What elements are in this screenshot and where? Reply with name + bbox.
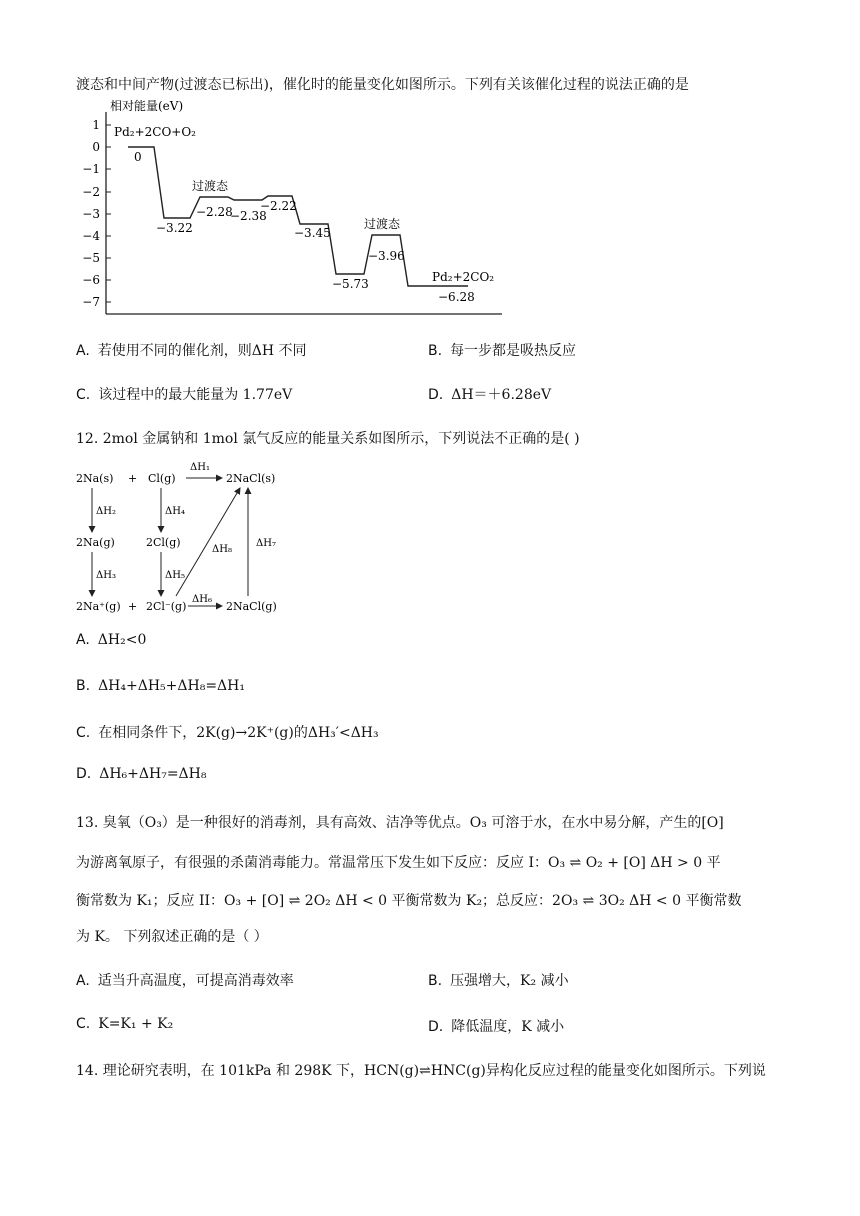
value-label: −2.38 [230, 209, 267, 223]
value-label: −6.28 [438, 290, 475, 304]
q14-stem: 14. 理论研究表明，在 101kPa 和 298K 下，HCN(g)⇌HNC(g)异构化反应过程的能量变化如图所示。下列说 [76, 1063, 766, 1079]
q12-option-b[interactable]: B. ΔH₄+ΔH₅+ΔH₈=ΔH₁ [76, 678, 245, 694]
dh4-label: ΔH₄ [165, 506, 185, 517]
start-state-label: Pd₂+2CO+O₂ [114, 125, 196, 139]
q13-line-1: 13. 臭氧（O₃）是一种很好的消毒剂，具有高效、洁净等优点。O₃ 可溶于水，在水中易分解，产生的[O] [76, 815, 724, 831]
value-label: 0 [134, 150, 142, 164]
plus-sign: + [128, 600, 138, 613]
q13-option-a[interactable]: A. 适当升高温度，可提高消毒效率 [76, 973, 294, 989]
species-nacl-s: 2NaCl(s) [226, 472, 276, 485]
species-cl-g: Cl(g) [148, 472, 176, 485]
q13-option-b[interactable]: B. 压强增大，K₂ 减小 [428, 973, 569, 989]
y-tick-label: −5 [82, 251, 100, 265]
species-na-g: 2Na(g) [76, 536, 115, 549]
species-na-s: 2Na(s) [76, 472, 114, 485]
born-haber-diagram [76, 456, 296, 618]
value-label: −5.73 [332, 277, 369, 291]
value-label: −2.28 [196, 205, 233, 219]
dh1-label: ΔH₁ [190, 462, 210, 473]
species-2cl-g: 2Cl(g) [146, 536, 181, 549]
energy-values [134, 150, 475, 304]
dh7-label: ΔH₇ [256, 538, 276, 549]
q12-option-a[interactable]: A. ΔH₂<0 [76, 632, 147, 648]
q13-line-2: 为游离氧原子，有很强的杀菌消毒能力。常温常压下发生如下反应：反应 I：O₃ ⇌ O₂ + [O] ΔH > 0 平 [76, 855, 721, 871]
end-state-label: Pd₂+2CO₂ [432, 270, 495, 284]
dh8-label: ΔH₈ [212, 544, 232, 555]
y-tick-label: −3 [82, 207, 100, 221]
plus-sign: + [128, 472, 138, 485]
y-tick-label: −2 [82, 185, 100, 199]
y-axis-label: 相对能量(eV) [110, 99, 184, 113]
q13-option-d[interactable]: D. 降低温度，K 减小 [428, 1019, 565, 1035]
q13-line-3: 衡常数为 K₁；反应 II：O₃ + [O] ⇌ 2O₂ ΔH < 0 平衡常数为 K₂；总反应：2O₃ ⇌ 3O₂ ΔH < 0 平衡常数 [76, 893, 742, 909]
dh6-label: ΔH₆ [192, 594, 212, 605]
q11-option-b[interactable]: B. 每一步都是吸热反应 [428, 343, 577, 359]
transition-state-label: 过渡态 [192, 179, 229, 193]
species-nacl-g: 2NaCl(g) [226, 600, 277, 613]
transition-state-label: 过渡态 [364, 217, 401, 231]
species-cl-ion: 2Cl⁻(g) [146, 600, 187, 613]
y-ticks [82, 118, 111, 309]
dh3-label: ΔH₃ [96, 570, 116, 581]
y-tick-label: −4 [82, 229, 100, 243]
q13-option-c[interactable]: C. K=K₁ + K₂ [76, 1016, 174, 1032]
y-tick-label: −6 [82, 273, 100, 287]
q11-option-d[interactable]: D. ΔH＝＋6.28eV [428, 387, 552, 403]
q12-option-c[interactable]: C. 在相同条件下，2K(g)→2K⁺(g)的ΔH₃′<ΔH₃ [76, 725, 379, 741]
y-tick-label: 0 [92, 140, 100, 154]
q11-option-c[interactable]: C. 该过程中的最大能量为 1.77eV [76, 387, 293, 403]
energy-profile-chart [76, 98, 506, 320]
dh2-label: ΔH₂ [96, 506, 116, 517]
dh5-label: ΔH₅ [165, 570, 185, 581]
q13-line-4: 为 K。 下列叙述正确的是（ ） [76, 929, 268, 945]
q11-intro: 渡态和中间产物(过渡态已标出)，催化时的能量变化如图所示。下列有关该催化过程的说法正确的是 [76, 77, 689, 93]
value-label: −3.45 [294, 226, 331, 240]
y-tick-label: 1 [92, 118, 100, 132]
value-label: −3.22 [156, 221, 193, 235]
y-tick-label: −7 [82, 295, 100, 309]
y-tick-label: −1 [82, 162, 100, 176]
q11-option-a[interactable]: A. 若使用不同的催化剂，则ΔH 不同 [76, 343, 307, 359]
q12-option-d[interactable]: D. ΔH₆+ΔH₇=ΔH₈ [76, 766, 207, 782]
q12-stem: 12. 2mol 金属钠和 1mol 氯气反应的能量关系如图所示，下列说法不正确的是( ) [76, 431, 580, 447]
value-label: −3.96 [368, 249, 405, 263]
species-na-ion: 2Na⁺(g) [76, 600, 121, 613]
value-label: −2.22 [260, 199, 297, 213]
energy-path [128, 147, 468, 286]
